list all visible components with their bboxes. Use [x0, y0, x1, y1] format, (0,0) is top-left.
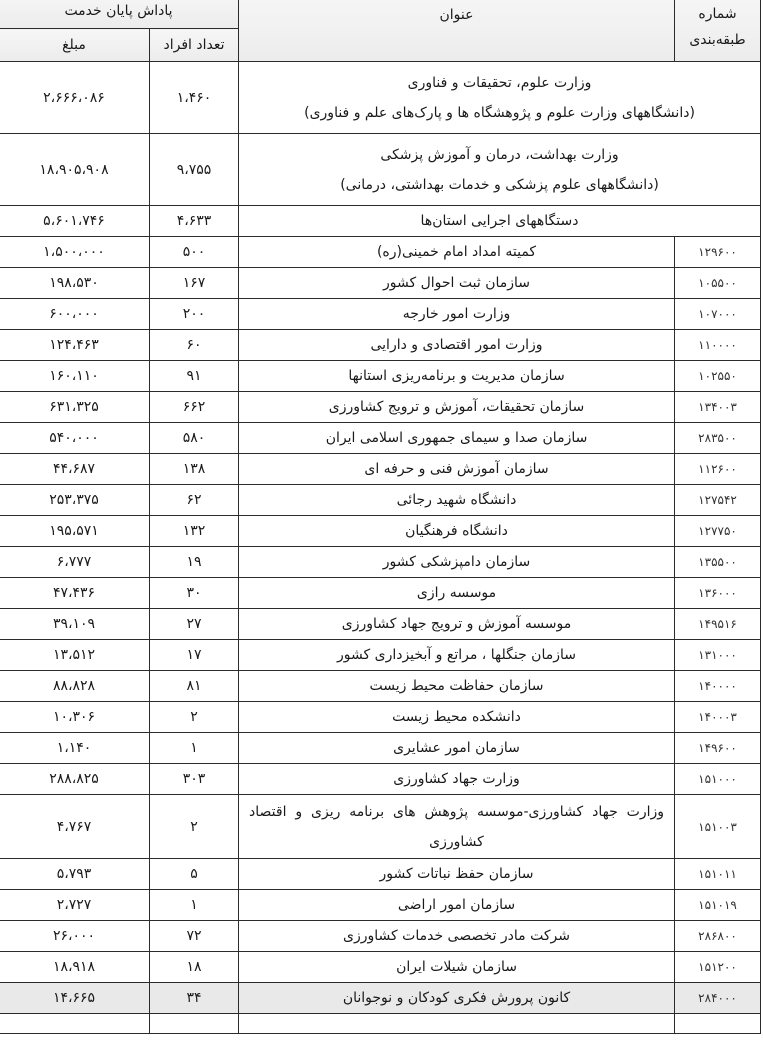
row-count: ۱،۴۶۰ [150, 62, 239, 134]
row-amount: ۲،۷۲۷ [0, 890, 150, 921]
row-code: ۱۴۹۵۱۶ [675, 609, 761, 640]
table-row [0, 764, 761, 795]
row-amount: ۳۹،۱۰۹ [0, 609, 150, 640]
row-count: ۱ [150, 733, 239, 764]
row-amount: ۲۵۳،۳۷۵ [0, 485, 150, 516]
row-code: ۱۴۹۶۰۰ [675, 733, 761, 764]
table-row [0, 485, 761, 516]
row-title: سازمان حفاظت محیط زیست [239, 671, 675, 702]
row-amount: ۸۸،۸۲۸ [0, 671, 150, 702]
row-amount: ۶،۷۷۷ [0, 547, 150, 578]
row-title: سازمان ثبت احوال کشور [239, 268, 675, 299]
table-row [0, 702, 761, 733]
row-amount: ۱۳،۵۱۲ [0, 640, 150, 671]
row-amount: ۱۰،۳۰۶ [0, 702, 150, 733]
row-title: وزارت جهاد کشاورزی-موسسه پژوهش های برنامه ریزی و اقتصاد کشاورزی [239, 795, 675, 859]
row-code: ۱۲۷۷۵۰ [675, 516, 761, 547]
row-code: ۱۱۰۰۰۰ [675, 330, 761, 361]
table-row [0, 134, 761, 206]
row-code: ۱۵۱۰۱۱ [675, 859, 761, 890]
row-count: ۹۱ [150, 361, 239, 392]
row-amount: ۱۹۵،۵۷۱ [0, 516, 150, 547]
row-code: ۱۴۰۰۰۳ [675, 702, 761, 733]
table-row [0, 671, 761, 702]
row-code [675, 1014, 761, 1034]
row-title [239, 134, 761, 206]
row-code: ۱۵۱۰۰۳ [675, 795, 761, 859]
row-code: ۱۳۶۰۰۰ [675, 578, 761, 609]
row-count [150, 1014, 239, 1034]
row-code: ۱۵۱۰۱۹ [675, 890, 761, 921]
row-count: ۵ [150, 859, 239, 890]
row-title-sub: (دانشگاههای وزارت علوم و پژوهشگاه ها و پارک‌های علم و فناوری) [304, 104, 695, 121]
row-title-sub: (دانشگاههای علوم پزشکی و خدمات بهداشتی، درمانی) [340, 176, 659, 193]
row-count: ۳۴ [150, 983, 239, 1014]
row-code: ۱۳۱۰۰۰ [675, 640, 761, 671]
header-amount: مبلغ [0, 29, 150, 62]
row-count: ۵۰۰ [150, 237, 239, 268]
header-count: تعداد افراد [150, 29, 239, 62]
row-amount: ۴،۷۶۷ [0, 795, 150, 859]
row-amount: ۲،۶۶۶،۰۸۶ [0, 62, 150, 134]
row-code: ۱۰۲۵۵۰ [675, 361, 761, 392]
row-amount: ۴۷،۴۳۶ [0, 578, 150, 609]
table-row [0, 578, 761, 609]
row-title: موسسه رازی [239, 578, 675, 609]
row-title: دانشگاه شهید رجائی [239, 485, 675, 516]
row-amount: ۲۸۸،۸۲۵ [0, 764, 150, 795]
row-title: سازمان تحقیقات، آموزش و ترویج کشاورزی [239, 392, 675, 423]
row-title: سازمان امور عشایری [239, 733, 675, 764]
row-amount: ۱۶۰،۱۱۰ [0, 361, 150, 392]
row-count: ۱۸ [150, 952, 239, 983]
row-count: ۱ [150, 890, 239, 921]
row-title: وزارت جهاد کشاورزی [239, 764, 675, 795]
row-title: موسسه آموزش و ترویج جهاد کشاورزی [239, 609, 675, 640]
table-row [0, 423, 761, 454]
row-title: کانون پرورش فکری کودکان و نوجوانان [239, 983, 675, 1014]
row-code: ۱۳۵۵۰۰ [675, 547, 761, 578]
table-row [0, 640, 761, 671]
row-title: سازمان آموزش فنی و حرفه ای [239, 454, 675, 485]
row-count: ۶۰ [150, 330, 239, 361]
row-amount: ۴۴،۶۸۷ [0, 454, 150, 485]
row-count: ۴،۶۳۳ [150, 206, 239, 237]
row-code: ۱۵۱۰۰۰ [675, 764, 761, 795]
row-count: ۱۳۲ [150, 516, 239, 547]
row-count: ۸۱ [150, 671, 239, 702]
row-count: ۱۳۸ [150, 454, 239, 485]
row-title: سازمان صدا و سیمای جمهوری اسلامی ایران [239, 423, 675, 454]
row-count: ۶۶۲ [150, 392, 239, 423]
table-row [0, 795, 761, 859]
row-title: سازمان شیلات ایران [239, 952, 675, 983]
header-code: شماره طبقه‌بندی [675, 0, 761, 62]
row-title: دانشکده محیط زیست [239, 702, 675, 733]
row-amount: ۵،۷۹۳ [0, 859, 150, 890]
row-amount: ۱۸،۹۰۵،۹۰۸ [0, 134, 150, 206]
table-row [0, 547, 761, 578]
row-amount: ۵،۶۰۱،۷۴۶ [0, 206, 150, 237]
header-severance-group: پاداش پایان خدمت [0, 0, 239, 29]
row-amount: ۱۲۴،۴۶۳ [0, 330, 150, 361]
row-code: ۱۴۰۰۰۰ [675, 671, 761, 702]
row-count: ۳۰۳ [150, 764, 239, 795]
row-count: ۹،۷۵۵ [150, 134, 239, 206]
row-amount: ۶۳۱،۳۲۵ [0, 392, 150, 423]
row-amount: ۶۰۰،۰۰۰ [0, 299, 150, 330]
table-row [0, 609, 761, 640]
table-row [0, 516, 761, 547]
row-count: ۷۲ [150, 921, 239, 952]
row-title-main: وزارت علوم، تحقیقات و فناوری [407, 74, 592, 91]
row-count: ۲۷ [150, 609, 239, 640]
row-count: ۳۰ [150, 578, 239, 609]
table-row [0, 983, 761, 1014]
row-amount: ۱۸،۹۱۸ [0, 952, 150, 983]
table-row [0, 62, 761, 134]
row-amount: ۱،۱۴۰ [0, 733, 150, 764]
table-row [0, 206, 761, 237]
row-code: ۱۱۲۶۰۰ [675, 454, 761, 485]
table-row [0, 952, 761, 983]
row-title: سازمان حفظ نباتات کشور [239, 859, 675, 890]
row-amount: ۲۶،۰۰۰ [0, 921, 150, 952]
row-count: ۲ [150, 702, 239, 733]
row-title: وزارت امور اقتصادی و دارایی [239, 330, 675, 361]
row-amount [0, 1014, 150, 1034]
row-code: ۱۲۷۵۴۲ [675, 485, 761, 516]
row-title: سازمان جنگلها ، مراتع و آبخیزداری کشور [239, 640, 675, 671]
row-code: ۱۰۷۰۰۰ [675, 299, 761, 330]
table-row [0, 733, 761, 764]
table-row [0, 890, 761, 921]
row-title: وزارت امور خارجه [239, 299, 675, 330]
row-code: ۱۰۵۵۰۰ [675, 268, 761, 299]
row-count: ۱۹ [150, 547, 239, 578]
header-title: عنوان [239, 0, 675, 62]
row-amount: ۵۴۰،۰۰۰ [0, 423, 150, 454]
row-count: ۵۸۰ [150, 423, 239, 454]
row-count: ۱۷ [150, 640, 239, 671]
row-title: سازمان مدیریت و برنامه‌ریزی استانها [239, 361, 675, 392]
row-code: ۱۲۹۶۰۰ [675, 237, 761, 268]
row-title: دستگاههای اجرایی استان‌ها [239, 206, 761, 237]
row-count: ۲ [150, 795, 239, 859]
row-amount: ۱،۵۰۰،۰۰۰ [0, 237, 150, 268]
row-title [239, 62, 761, 134]
row-count: ۱۶۷ [150, 268, 239, 299]
row-amount: ۱۴،۶۶۵ [0, 983, 150, 1014]
row-title-main: وزارت بهداشت، درمان و آموزش پزشکی [380, 146, 619, 163]
table-row [0, 859, 761, 890]
table-row [0, 268, 761, 299]
row-amount: ۱۹۸،۵۳۰ [0, 268, 150, 299]
row-code: ۲۸۳۵۰۰ [675, 423, 761, 454]
row-title [239, 1014, 675, 1034]
row-title: سازمان امور اراضی [239, 890, 675, 921]
row-title: سازمان دامپزشکی کشور [239, 547, 675, 578]
row-title: دانشگاه فرهنگیان [239, 516, 675, 547]
row-code: ۲۸۶۸۰۰ [675, 921, 761, 952]
table-row [0, 299, 761, 330]
row-count: ۶۲ [150, 485, 239, 516]
table-row [0, 361, 761, 392]
table-row [0, 330, 761, 361]
table-row [0, 392, 761, 423]
table-row [0, 921, 761, 952]
row-count: ۲۰۰ [150, 299, 239, 330]
row-title: شرکت مادر تخصصی خدمات کشاورزی [239, 921, 675, 952]
table-row-partial [0, 1014, 761, 1034]
row-title: کمیته امداد امام خمینی(ره) [239, 237, 675, 268]
row-code: ۲۸۴۰۰۰ [675, 983, 761, 1014]
row-code: ۱۵۱۲۰۰ [675, 952, 761, 983]
table-row [0, 454, 761, 485]
row-code: ۱۳۴۰۰۳ [675, 392, 761, 423]
table-row [0, 237, 761, 268]
